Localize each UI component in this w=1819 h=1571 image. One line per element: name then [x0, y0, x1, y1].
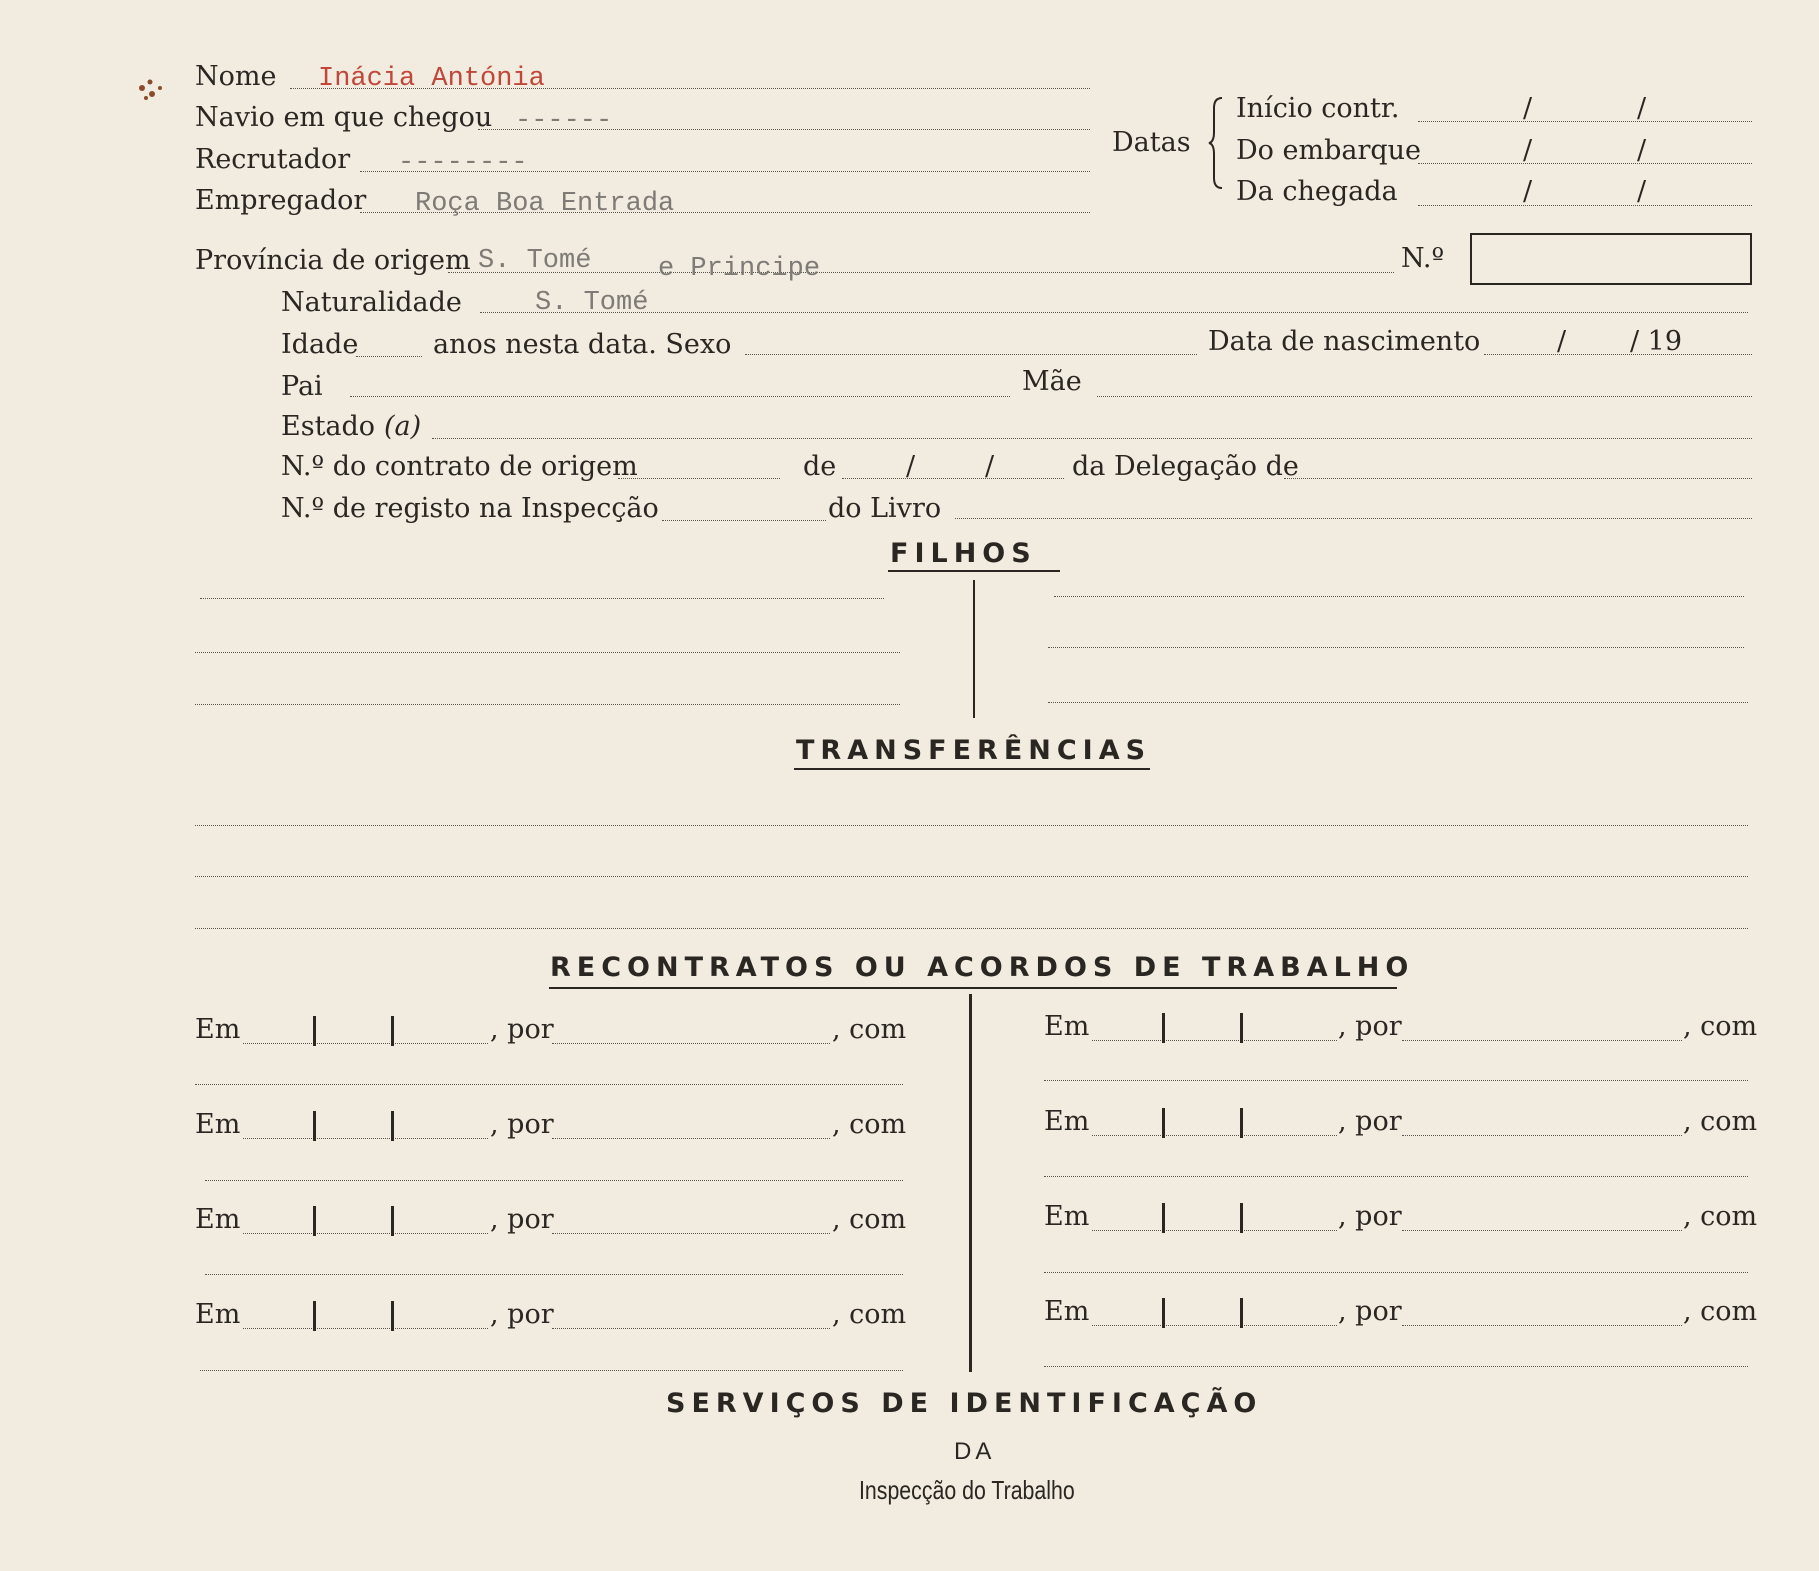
- contrato-slash-2: /: [985, 451, 995, 482]
- filhos-divider: [973, 580, 975, 718]
- provincia-label: Província de origem: [195, 245, 471, 276]
- em-label: Em: [1044, 1011, 1090, 1042]
- recontratos-heading: RECONTRATOS OU ACORDOS DE TRABALHO: [550, 952, 1415, 983]
- filhos-underline: [888, 570, 1060, 572]
- com-label: , com: [832, 1109, 907, 1140]
- com-line[interactable]: [205, 1274, 903, 1275]
- date-separator: [391, 1206, 394, 1236]
- por-label: , por: [1338, 1201, 1402, 1232]
- numero-box[interactable]: [1470, 233, 1752, 285]
- por-label: , por: [1338, 1106, 1402, 1137]
- date-separator: [1162, 1108, 1165, 1138]
- em-date-line[interactable]: [1092, 1040, 1337, 1041]
- provincia-value[interactable]: S. Tomé: [478, 246, 592, 276]
- transferencias-underline: [794, 768, 1150, 770]
- inicio-slash-2: /: [1637, 93, 1647, 124]
- nascimento-slash: /: [1557, 326, 1567, 357]
- registo-label: N.º de registo na Inspecção: [281, 493, 659, 524]
- por-line[interactable]: [552, 1233, 830, 1234]
- nascimento-ano: / 19: [1630, 326, 1683, 357]
- em-date-line[interactable]: [1092, 1230, 1337, 1231]
- empregador-label: Empregador: [195, 185, 367, 216]
- delegacao-label: da Delegação de: [1072, 451, 1299, 482]
- date-separator: [391, 1301, 394, 1331]
- estado-note: (a): [384, 411, 422, 442]
- por-line[interactable]: [552, 1043, 830, 1044]
- mae-label: Mãe: [1022, 366, 1082, 397]
- chegada-slash-2: /: [1637, 176, 1647, 207]
- por-line[interactable]: [552, 1328, 830, 1329]
- em-label: Em: [1044, 1201, 1090, 1232]
- chegada-label: Da chegada: [1236, 176, 1398, 207]
- date-separator: [313, 1111, 316, 1141]
- recontratos-underline: [549, 987, 1397, 989]
- por-label: , por: [1338, 1011, 1402, 1042]
- com-line[interactable]: [1044, 1176, 1748, 1177]
- embarque-label: Do embarque: [1236, 135, 1422, 166]
- nome-value[interactable]: Inácia Antónia: [318, 64, 545, 94]
- por-line[interactable]: [1402, 1325, 1682, 1326]
- filhos-heading: FILHOS: [890, 538, 1037, 569]
- nascimento-label: Data de nascimento: [1208, 326, 1481, 357]
- date-separator: [1162, 1298, 1165, 1328]
- por-line[interactable]: [552, 1138, 830, 1139]
- estado-label: Estado: [281, 411, 376, 442]
- com-label: , com: [832, 1299, 907, 1330]
- por-label: , por: [490, 1109, 554, 1140]
- embarque-slash-1: /: [1523, 135, 1533, 166]
- naturalidade-label: Naturalidade: [281, 287, 462, 318]
- nascimento-line[interactable]: [1484, 354, 1752, 355]
- recrutador-value[interactable]: --------: [398, 148, 528, 178]
- registo-line[interactable]: [662, 520, 826, 521]
- livro-line[interactable]: [955, 518, 1752, 519]
- date-separator: [313, 1301, 316, 1331]
- inicio-slash-1: /: [1523, 93, 1533, 124]
- navio-value[interactable]: ------: [515, 106, 613, 136]
- date-separator: [1240, 1203, 1243, 1233]
- date-separator: [313, 1206, 316, 1236]
- em-label: Em: [195, 1204, 241, 1235]
- por-label: , por: [490, 1204, 554, 1235]
- com-label: , com: [1683, 1011, 1758, 1042]
- contrato-label: N.º do contrato de origem: [281, 451, 638, 482]
- com-line[interactable]: [205, 1180, 903, 1181]
- pai-line[interactable]: [350, 396, 1010, 397]
- com-label: , com: [1683, 1296, 1758, 1327]
- filho-right-line-2[interactable]: [1048, 647, 1744, 648]
- em-label: Em: [1044, 1106, 1090, 1137]
- recrutador-label: Recrutador: [195, 144, 351, 175]
- em-date-line[interactable]: [1092, 1135, 1337, 1136]
- filho-left-line-3[interactable]: [195, 704, 900, 705]
- date-separator: [391, 1016, 394, 1046]
- filho-right-line-3[interactable]: [1048, 702, 1748, 703]
- sexo-line[interactable]: [745, 354, 1197, 355]
- ink-mark-icon: [132, 70, 168, 106]
- datas-brace: [1208, 96, 1228, 190]
- filho-left-line-1[interactable]: [200, 598, 884, 599]
- date-separator: [1162, 1203, 1165, 1233]
- numero-label: N.º: [1401, 243, 1445, 274]
- em-label: Em: [195, 1014, 241, 1045]
- com-line[interactable]: [1044, 1080, 1748, 1081]
- contrato-de-label: de: [803, 451, 837, 482]
- filho-left-line-2[interactable]: [195, 652, 900, 653]
- date-separator: [1240, 1013, 1243, 1043]
- anos-sexo-label: anos nesta data. Sexo: [433, 329, 732, 360]
- contrato-date-line[interactable]: [842, 478, 1064, 479]
- contrato-slash-1: /: [906, 451, 916, 482]
- chegada-slash-1: /: [1523, 176, 1533, 207]
- date-separator: [391, 1111, 394, 1141]
- footer-da: DA: [954, 1438, 996, 1465]
- por-label: , por: [490, 1299, 554, 1330]
- com-label: , com: [1683, 1106, 1758, 1137]
- por-line[interactable]: [1402, 1040, 1682, 1041]
- transferencias-heading: TRANSFERÊNCIAS: [796, 735, 1152, 766]
- recontratos-divider: [969, 994, 972, 1372]
- transferencia-line-1[interactable]: [195, 825, 1748, 826]
- datas-label: Datas: [1112, 127, 1191, 158]
- transferencia-line-2[interactable]: [195, 876, 1748, 877]
- em-date-line[interactable]: [243, 1043, 488, 1044]
- estado-line[interactable]: [432, 438, 1752, 439]
- date-separator: [1240, 1298, 1243, 1328]
- com-label: , com: [832, 1014, 907, 1045]
- embarque-line[interactable]: [1418, 163, 1752, 164]
- mae-line[interactable]: [1097, 396, 1752, 397]
- idade-line[interactable]: [356, 356, 422, 357]
- em-date-line[interactable]: [1092, 1325, 1337, 1326]
- chegada-line[interactable]: [1418, 205, 1752, 206]
- em-date-line[interactable]: [243, 1138, 488, 1139]
- transferencia-line-3[interactable]: [195, 928, 1748, 929]
- naturalidade-value[interactable]: S. Tomé: [535, 288, 649, 318]
- date-separator: [1240, 1108, 1243, 1138]
- empregador-value[interactable]: Roça Boa Entrada: [415, 189, 675, 219]
- por-line[interactable]: [1402, 1230, 1682, 1231]
- inicio-contr-label: Início contr.: [1236, 93, 1400, 124]
- livro-label: do Livro: [828, 493, 942, 524]
- em-label: Em: [195, 1109, 241, 1140]
- filho-right-line-1[interactable]: [1054, 596, 1744, 597]
- date-separator: [1162, 1013, 1165, 1043]
- idade-label: Idade: [281, 329, 359, 360]
- por-line[interactable]: [1402, 1135, 1682, 1136]
- servicos-heading: SERVIÇOS DE IDENTIFICAÇÃO: [666, 1388, 1263, 1419]
- com-line[interactable]: [1044, 1272, 1748, 1273]
- com-label: , com: [1683, 1201, 1758, 1232]
- em-label: Em: [1044, 1296, 1090, 1327]
- por-label: , por: [490, 1014, 554, 1045]
- date-separator: [313, 1016, 316, 1046]
- navio-label: Navio em que chegou: [195, 102, 493, 133]
- com-line[interactable]: [200, 1370, 903, 1371]
- naturalidade-line: [480, 312, 1748, 313]
- por-label: , por: [1338, 1296, 1402, 1327]
- com-line[interactable]: [195, 1084, 903, 1085]
- contrato-line[interactable]: [618, 478, 780, 479]
- nome-label: Nome: [195, 61, 277, 92]
- pai-label: Pai: [281, 371, 323, 402]
- provincia-value-2[interactable]: e Principe: [658, 254, 821, 284]
- com-line[interactable]: [1044, 1366, 1748, 1367]
- em-label: Em: [195, 1299, 241, 1330]
- inicio-contr-line[interactable]: [1418, 121, 1752, 122]
- com-label: , com: [832, 1204, 907, 1235]
- embarque-slash-2: /: [1637, 135, 1647, 166]
- em-date-line[interactable]: [243, 1328, 488, 1329]
- footer-inspeccao: Inspecção do Trabalho: [859, 1475, 1075, 1505]
- em-date-line[interactable]: [243, 1233, 488, 1234]
- delegacao-line[interactable]: [1284, 478, 1752, 479]
